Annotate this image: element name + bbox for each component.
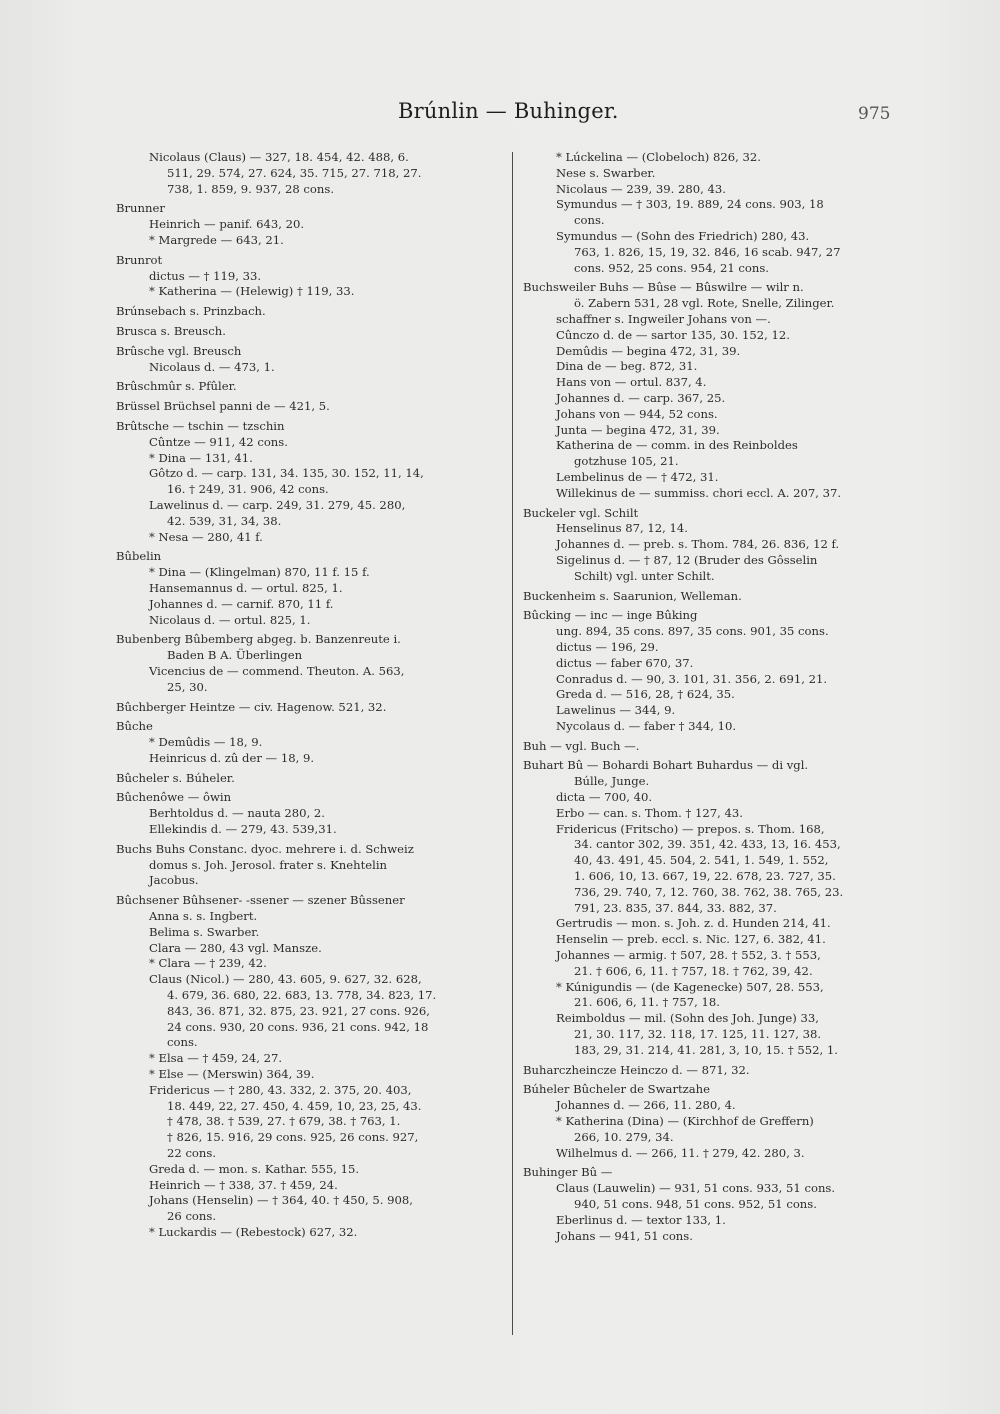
index-entry-line: Demûdis — begina 472, 31, 39. (556, 343, 741, 358)
index-entry-line: schaffner s. Ingweiler Johans von —. (556, 311, 771, 326)
index-entry-line: Reimboldus — mil. (Sohn des Joh. Junge) 33, (556, 1011, 819, 1026)
index-entry-line: 843, 36. 871, 32. 875, 23. 921, 27 cons. 926, (167, 1003, 430, 1018)
index-entry-line: Greda d. — 516, 28, † 624, 35. (556, 687, 735, 702)
index-entry-line: * Demûdis — 18, 9. (149, 735, 263, 750)
index-entry-line: Heinrich — panif. 643, 20. (149, 217, 305, 232)
index-entry-line: * Dina — (Klingelman) 870, 11 f. 15 f. (149, 565, 370, 580)
index-entry-line: Gertrudis — mon. s. Joh. z. d. Hunden 214, 41. (556, 916, 831, 931)
index-headword: Brunner (116, 201, 165, 216)
index-entry-line: Erbo — can. s. Thom. † 127, 43. (556, 805, 743, 820)
index-headword: Bûcheler s. Búheler. (116, 770, 235, 785)
index-entry-line: Búlle, Junge. (574, 774, 650, 789)
index-entry-line: 16. † 249, 31. 906, 42 cons. (167, 482, 329, 497)
index-headword: Buckeler vgl. Schilt (523, 505, 639, 520)
index-headword: Brûtsche — tschin — tzschin (116, 418, 285, 433)
index-entry-line: Johans — 941, 51 cons. (556, 1228, 693, 1243)
index-entry-line: Symundus — † 303, 19. 889, 24 cons. 903, 18 (556, 197, 824, 212)
index-entry-line: Anna s. s. Ingbert. (149, 909, 258, 924)
index-entry-line: Katherina de — comm. in des Reinboldes (556, 438, 798, 453)
index-entry-line: * Kúnigundis — (de Kagenecke) 507, 28. 553, (556, 979, 824, 994)
index-entry-line: Greda d. — mon. s. Kathar. 555, 15. (149, 1161, 360, 1176)
index-entry-line: Nese s. Swarber. (556, 165, 656, 180)
index-entry-line: 21, 30. 117, 32. 118, 17. 125, 11. 127, 38. (574, 1027, 822, 1042)
index-headword: Buchsweiler Buhs — Bûse — Bûswilre — wilr n. (523, 280, 804, 295)
index-entry-line: Vicencius de — commend. Theuton. A. 563, (149, 663, 405, 678)
index-entry-line: 18. 449, 22, 27. 450, 4. 459, 10, 23, 25, 43. (167, 1098, 422, 1113)
index-headword: Brûschmûr s. Pfûler. (116, 379, 237, 394)
index-entry-line: * Clara — † 239, 42. (149, 956, 267, 971)
index-entry-line: 738, 1. 859, 9. 937, 28 cons. (167, 181, 335, 196)
index-headword: Bubenberg Bûbemberg abgeg. b. Banzenreute i. (116, 632, 401, 647)
index-entry-line: Clara — 280, 43 vgl. Mansze. (149, 940, 322, 955)
index-entry-line: 22 cons. (167, 1146, 217, 1161)
left-column (116, 150, 504, 1241)
index-entry-line: Jacobus. (149, 873, 199, 888)
right-column (523, 150, 899, 1244)
index-entry-line: 1. 606, 10, 13. 667, 19, 22. 678, 23. 727, 35. (574, 869, 836, 884)
index-headword: Brûsche vgl. Breusch (116, 343, 242, 358)
index-entry-line: Johans (Henselin) — † 364, 40. † 450, 5. 908, (149, 1193, 413, 1208)
index-entry-line: Claus (Lauwelin) — 931, 51 cons. 933, 51 cons. (556, 1181, 836, 1196)
index-headword: Bûchsener Bûhsener- -ssener — szener Bûssener (116, 893, 405, 908)
index-headword: Brusca s. Breusch. (116, 323, 226, 338)
page-number: 975 (858, 104, 891, 124)
index-entry-line: Junta — begina 472, 31, 39. (556, 422, 720, 437)
index-headword: Bûchenôwe — ôwin (116, 790, 232, 805)
index-headword: Bûbelin (116, 549, 162, 564)
index-entry-line: Baden B A. Überlingen (167, 648, 303, 663)
index-entry-line: Nicolaus (Claus) — 327, 18. 454, 42. 488, 6. (149, 150, 409, 164)
index-headword: Bûche (116, 719, 153, 734)
index-entry-line: * Katherina (Dina) — (Kirchhof de Greffern) (556, 1114, 814, 1129)
index-entry-line: Schilt) vgl. unter Schilt. (574, 568, 715, 583)
index-entry-line: Johannes d. — 266, 11. 280, 4. (556, 1098, 736, 1113)
index-entry-line: Berhtoldus d. — nauta 280, 2. (149, 806, 325, 821)
page-title: Brúnlin — Buhinger. (398, 99, 619, 123)
index-entry-line: Eberlinus d. — textor 133, 1. (556, 1212, 726, 1227)
index-headword: Brúnsebach s. Prinzbach. (116, 304, 266, 319)
index-entry-line: ung. 894, 35 cons. 897, 35 cons. 901, 35 cons. (556, 624, 829, 639)
index-entry-line: 511, 29. 574, 27. 624, 35. 715, 27. 718, 27. (167, 165, 422, 180)
index-entry-line: Fridericus (Fritscho) — prepos. s. Thom. 168, (556, 821, 825, 836)
index-entry-line: Cûnczo d. de — sartor 135, 30. 152, 12. (556, 327, 790, 342)
index-entry-line: dicta — 700, 40. (556, 790, 653, 805)
index-entry-line: Fridericus — † 280, 43. 332, 2. 375, 20. 403, (149, 1082, 412, 1097)
index-headword: Buharczheincze Heinczo d. — 871, 32. (523, 1062, 750, 1077)
index-entry-line: Nicolaus d. — 473, 1. (149, 359, 275, 374)
index-entry-line: 4. 679, 36. 680, 22. 683, 13. 778, 34. 823, 17. (167, 988, 437, 1003)
index-headword: Buckenheim s. Saarunion, Welleman. (523, 588, 742, 603)
index-entry-line: gotzhuse 105, 21. (574, 454, 679, 469)
index-entry-line: Willekinus de — summiss. chori eccl. A. 207, 37. (556, 485, 842, 500)
index-headword: Búheler Bûcheler de Swartzahe (523, 1082, 711, 1097)
index-entry-line: Johannes d. — preb. s. Thom. 784, 26. 836, 12 f. (556, 537, 840, 552)
index-entry-line: Nicolaus d. — ortul. 825, 1. (149, 612, 311, 627)
index-entry-line: * Lúckelina — (Clobeloch) 826, 32. (556, 150, 761, 164)
index-entry-line: Gôtzo d. — carp. 131, 34. 135, 30. 152, 11, 14, (149, 466, 424, 481)
index-entry-line: Johannes — armig. † 507, 28. † 552, 3. † 553, (556, 948, 821, 963)
index-entry-line: 21. † 606, 6, 11. † 757, 18. † 762, 39, 42. (574, 963, 813, 978)
index-entry-line: 266, 10. 279, 34. (574, 1129, 674, 1144)
index-entry-line: Cûntze — 911, 42 cons. (149, 434, 288, 449)
index-entry-line: † 478, 38. † 539, 27. † 679, 38. † 763, 1. (167, 1114, 401, 1129)
index-entry-line: cons. (574, 213, 605, 228)
index-headword: Buh — vgl. Buch —. (523, 738, 640, 753)
index-entry-line: Nicolaus — 239, 39. 280, 43. (556, 181, 726, 196)
index-entry-line: * Elsa — † 459, 24, 27. (149, 1051, 283, 1066)
index-entry-line: Heinrich — † 338, 37. † 459, 24. (149, 1177, 338, 1192)
index-entry-line: dictus — † 119, 33. (149, 268, 262, 283)
index-entry-line: dictus — faber 670, 37. (556, 655, 694, 670)
index-entry-line: 40, 43. 491, 45. 504, 2. 541, 1. 549, 1. 552, (574, 853, 829, 868)
index-entry-line: Nycolaus d. — faber † 344, 10. (556, 718, 737, 733)
index-headword: Buchs Buhs Constanc. dyoc. mehrere i. d. Schweiz (116, 841, 414, 856)
index-entry-line: Symundus — (Sohn des Friedrich) 280, 43. (556, 228, 810, 243)
index-entry-line: Henselin — preb. eccl. s. Nic. 127, 6. 382, 41. (556, 932, 826, 947)
index-entry-line: * Katherina — (Helewig) † 119, 33. (149, 284, 355, 299)
index-entry-line: Lawelinus — 344, 9. (556, 703, 676, 718)
index-entry-line: 183, 29, 31. 214, 41. 281, 3, 10, 15. † 552, 1. (574, 1042, 838, 1057)
index-headword: Buhart Bû — Bohardi Bohart Buhardus — di vgl. (523, 758, 809, 773)
index-entry-line: 34. cantor 302, 39. 351, 42. 433, 13, 16. 453, (574, 837, 841, 852)
index-entry-line: Johannes d. — carp. 367, 25. (556, 390, 726, 405)
column-divider (512, 152, 513, 1335)
index-entry-line: 24 cons. 930, 20 cons. 936, 21 cons. 942, 18 (167, 1019, 429, 1034)
index-entry-line: 736, 29. 740, 7, 12. 760, 38. 762, 38. 765, 23. (574, 884, 844, 899)
index-headword: Brunrot (116, 252, 163, 267)
index-entry-line: * Nesa — 280, 41 f. (149, 529, 263, 544)
index-entry-line: ö. Zabern 531, 28 vgl. Rote, Snelle, Zilinger. (574, 296, 835, 311)
index-entry-line: 42. 539, 31, 34, 38. (167, 513, 282, 528)
index-entry-line: domus s. Joh. Jerosol. frater s. Knehtelin (149, 857, 387, 872)
index-entry-line: Claus (Nicol.) — 280, 43. 605, 9. 627, 32. 628, (149, 972, 422, 987)
index-headword: Bûchberger Heintze — civ. Hagenow. 521, 32. (116, 699, 387, 714)
index-entry-line: 763, 1. 826, 15, 19, 32. 846, 16 scab. 947, 27 (574, 244, 841, 259)
index-entry-line: Conradus d. — 90, 3. 101, 31. 356, 2. 691, 21. (556, 671, 828, 686)
index-entry-line: Lawelinus d. — carp. 249, 31. 279, 45. 280, (149, 497, 406, 512)
index-entry-line: * Dina — 131, 41. (149, 450, 253, 465)
index-entry-line: dictus — 196, 29. (556, 639, 659, 654)
index-entry-line: Lembelinus de — † 472, 31. (556, 469, 719, 484)
index-entry-line: Sigelinus d. — † 87, 12 (Bruder des Gôsselin (556, 552, 818, 567)
index-entry-line: Henselinus 87, 12, 14. (556, 521, 688, 536)
index-entry-line: * Else — (Merswin) 364, 39. (149, 1067, 315, 1082)
index-entry-line: Johannes d. — carnif. 870, 11 f. (149, 596, 334, 611)
index-entry-line: 21. 606, 6, 11. † 757, 18. (574, 995, 720, 1010)
index-entry-line: Dina de — beg. 872, 31. (556, 359, 698, 374)
index-entry-line: Johans von — 944, 52 cons. (556, 406, 718, 421)
index-headword: Buhinger Bû — (523, 1165, 613, 1180)
index-entry-line: Hans von — ortul. 837, 4. (556, 375, 707, 390)
index-entry-line: Heinricus d. zû der — 18, 9. (149, 750, 315, 765)
index-entry-line: 791, 23. 835, 37. 844, 33. 882, 37. (574, 900, 777, 915)
index-entry-line: Hansemannus d. — ortul. 825, 1. (149, 580, 343, 595)
index-entry-line: 940, 51 cons. 948, 51 cons. 952, 51 cons. (574, 1197, 817, 1211)
index-entry-line: 26 cons. (167, 1209, 217, 1224)
index-entry-line: cons. 952, 25 cons. 954, 21 cons. (574, 260, 769, 275)
index-entry-line: Ellekindis d. — 279, 43. 539,31. (149, 822, 337, 837)
index-entry-line: * Luckardis — (Rebestock) 627, 32. (149, 1225, 358, 1239)
index-headword: Bûcking — inc — inge Bûking (523, 608, 698, 623)
index-entry-line: Wilhelmus d. — 266, 11. † 279, 42. 280, 3. (556, 1145, 805, 1160)
index-entry-line: † 826, 15. 916, 29 cons. 925, 26 cons. 927, (167, 1130, 419, 1145)
index-entry-line: Belima s. Swarber. (149, 924, 260, 939)
index-headword: Brüssel Brüchsel panni de — 421, 5. (116, 399, 330, 414)
index-entry-line: 25, 30. (167, 679, 208, 694)
index-entry-line: cons. (167, 1035, 198, 1050)
index-entry-line: * Margrede — 643, 21. (149, 232, 284, 247)
